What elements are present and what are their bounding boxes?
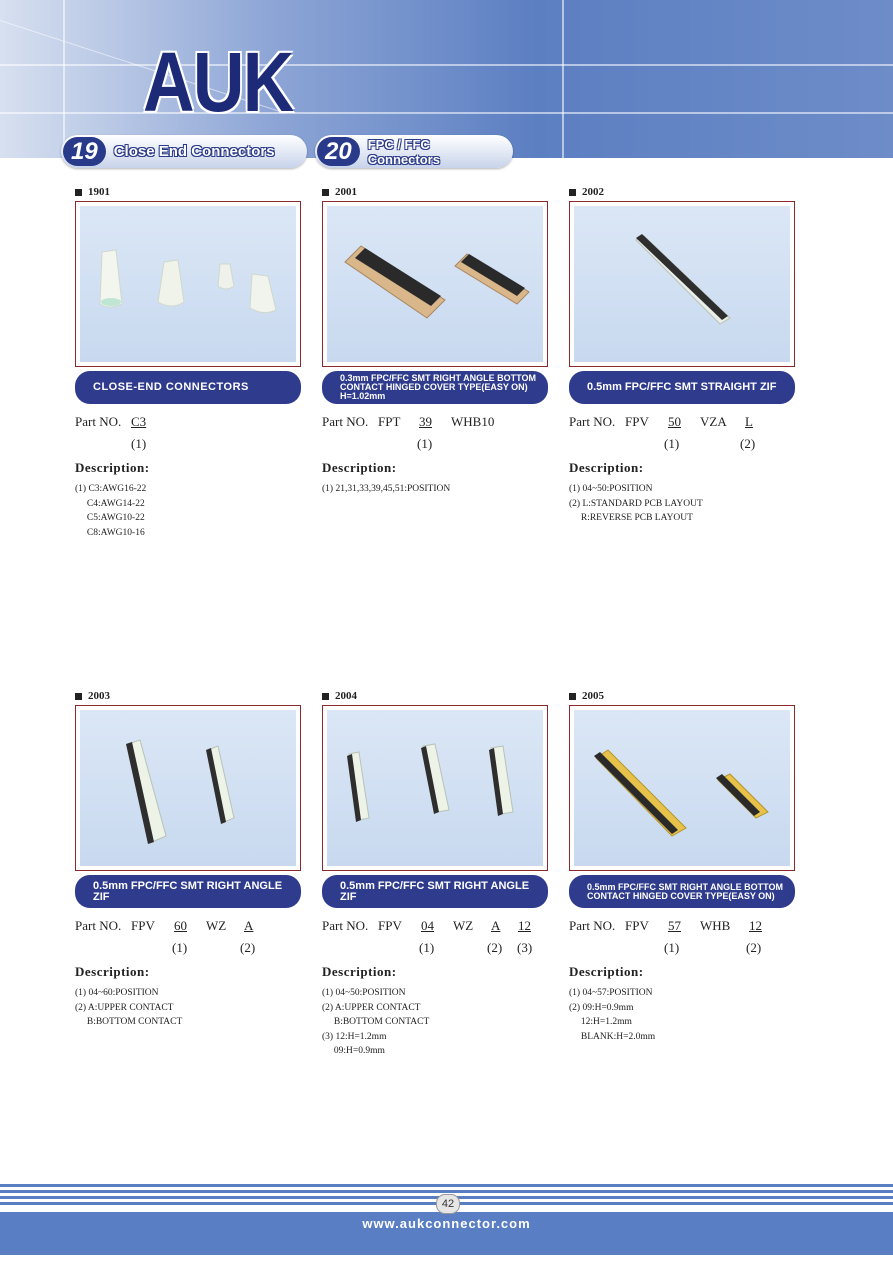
footer-url[interactable]: www.aukconnector.com <box>362 1216 531 1231</box>
description-title: Description: <box>75 460 150 475</box>
product-photo <box>80 206 296 362</box>
description-title: Description: <box>569 460 644 475</box>
tab-close-end-connectors[interactable] <box>61 135 307 168</box>
part-index: (3) <box>517 940 533 955</box>
product-photo-frame <box>569 705 795 871</box>
product-code: 2002 <box>582 186 604 198</box>
product-code: 2005 <box>582 690 604 702</box>
product-photo-frame <box>75 201 301 367</box>
product-banner: 0.5mm FPC/FFC SMT STRAIGHT ZIF <box>569 371 795 404</box>
product-code: 1901 <box>88 186 110 198</box>
bullet-square-icon <box>569 693 576 700</box>
part-index: (2) <box>746 940 762 955</box>
product-photo-frame <box>322 705 548 871</box>
product-code: 2003 <box>88 690 110 702</box>
bullet-square-icon <box>75 693 82 700</box>
description-list: (1) C3:AWG16-22 C4:AWG14-22 C5:AWG10-22 C8:AWG10-16 <box>75 484 147 538</box>
part-index: (2) <box>487 940 503 955</box>
description-title: Description: <box>569 964 644 979</box>
description-list: (1) 04~60:POSITION (2) A:UPPER CONTACT B:BOTTOM CONTACT <box>75 988 183 1027</box>
bullet-square-icon <box>75 189 82 196</box>
product-photo <box>80 710 296 866</box>
description-title: Description: <box>322 964 397 979</box>
tab-number: 20 <box>317 137 360 166</box>
product-photo <box>574 710 790 866</box>
bullet-square-icon <box>569 189 576 196</box>
part-index: (1) <box>664 940 680 955</box>
part-index: (1) <box>419 940 435 955</box>
product-photo-frame <box>75 705 301 871</box>
product-photo <box>327 710 543 866</box>
description-list: (1) 04~50:POSITION (2) L:STANDARD PCB LAYOUT R:REVERSE PCB LAYOUT <box>569 484 703 523</box>
product-photo-frame <box>569 201 795 367</box>
product-banner: 0.5mm FPC/FFC SMT RIGHT ANGLE ZIF <box>322 875 548 908</box>
product-banner: 0.5mm FPC/FFC SMT RIGHT ANGLE ZIF <box>75 875 301 908</box>
description-title: Description: <box>75 964 150 979</box>
product-code: 2004 <box>335 690 357 702</box>
description-list: (1) 04~57:POSITION (2) 09:H=0.9mm 12:H=1.2mm BLANK:H=2.0mm <box>569 988 656 1042</box>
product-photo <box>327 206 543 362</box>
product-photo <box>574 206 790 362</box>
description-list: (1) 21,31,33,39,45,51:POSITION <box>322 484 451 494</box>
part-index: (2) <box>740 436 756 451</box>
product-banner: 0.5mm FPC/FFC SMT RIGHT ANGLE BOTTOM CONTACT HINGED COVER TYPE(EASY ON) <box>569 875 795 908</box>
product-photo-frame <box>322 201 548 367</box>
product-banner: CLOSE-END CONNECTORS <box>75 371 301 404</box>
auk-logo: AUK <box>143 35 293 129</box>
description-title: Description: <box>322 460 397 475</box>
page-number: 42 <box>436 1194 460 1214</box>
bullet-square-icon <box>322 189 329 196</box>
tab-fpc-ffc-connectors[interactable] <box>315 135 513 168</box>
part-index: (2) <box>240 940 256 955</box>
product-code: 2001 <box>335 186 357 198</box>
part-index: (1) <box>131 436 147 451</box>
tab-number: 19 <box>63 137 106 166</box>
part-index: (1) <box>417 436 433 451</box>
bullet-square-icon <box>322 693 329 700</box>
part-index: (1) <box>172 940 188 955</box>
description-list: (1) 04~50:POSITION (2) A:UPPER CONTACT B:BOTTOM CONTACT (3) 12:H=1.2mm 09:H=0.9mm <box>322 988 430 1056</box>
tab-label: FPC / FFC Connectors <box>367 136 440 167</box>
tab-label: Close End Connectors <box>113 143 275 160</box>
product-banner: 0.3mm FPC/FFC SMT RIGHT ANGLE BOTTOM CONTACT HINGED COVER TYPE(EASY ON) H=1.02mm <box>322 371 548 404</box>
part-index: (1) <box>664 436 680 451</box>
